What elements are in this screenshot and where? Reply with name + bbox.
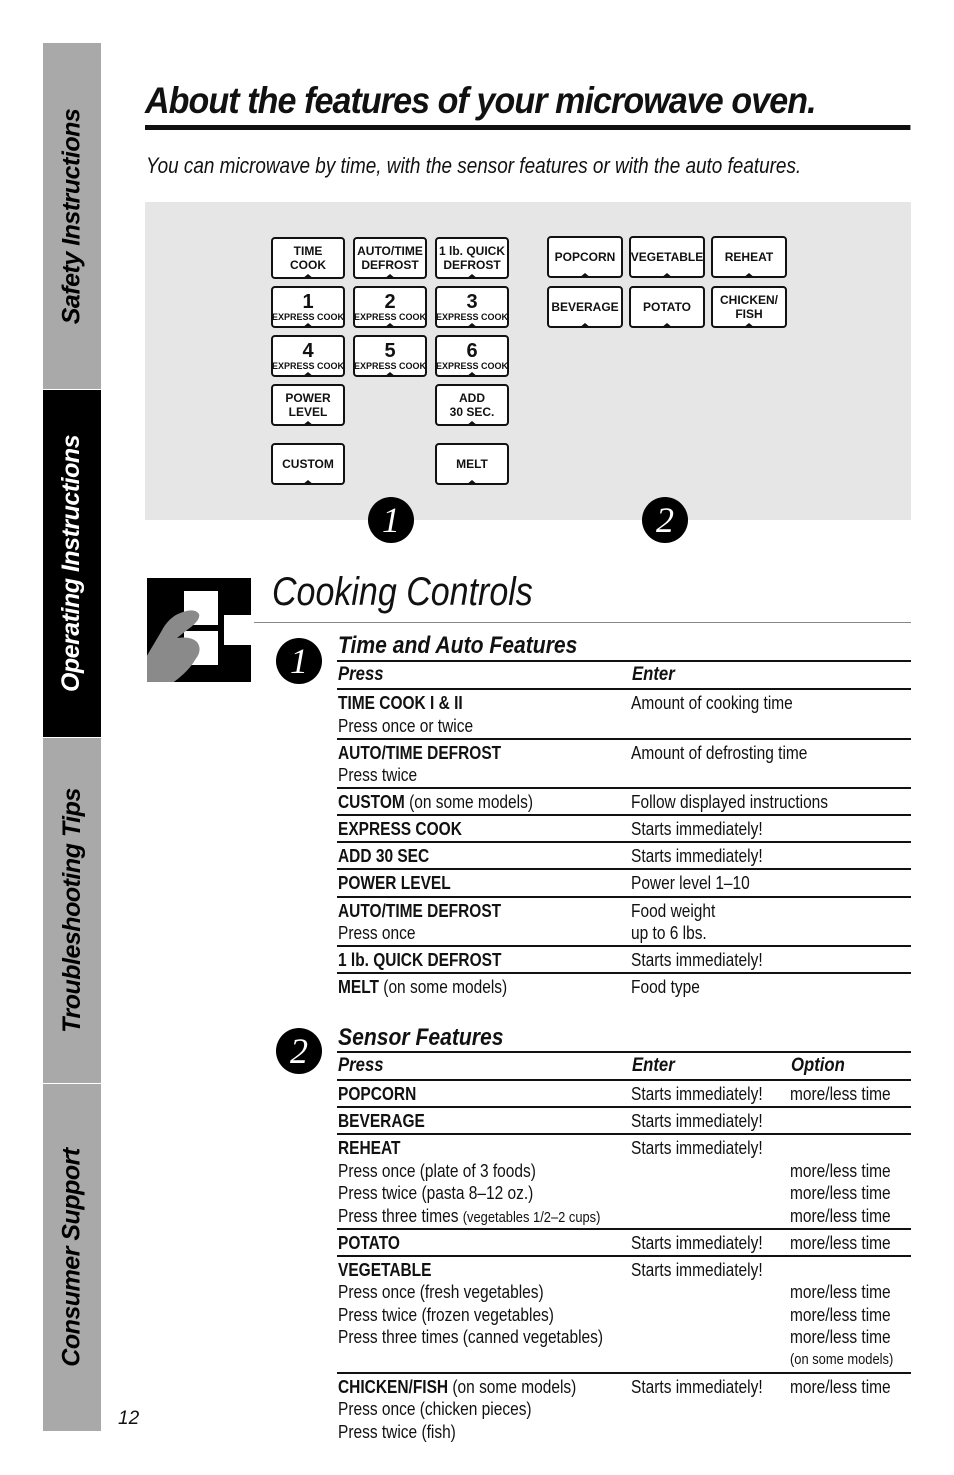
header-press: Press <box>338 664 384 685</box>
press-line <box>338 1083 416 1106</box>
press-line <box>338 1259 603 1282</box>
keypad-panel <box>145 202 911 540</box>
enter-line: Follow displayed instructions <box>631 792 829 813</box>
press-subline <box>338 1160 600 1183</box>
table-body <box>337 690 911 1001</box>
key-line: COOK <box>290 258 326 272</box>
press-line <box>338 1137 600 1160</box>
enter-cell: Starts immediately! <box>631 1376 763 1397</box>
page-subtitle: You can microwave by time, with the sensor features or with the auto features. <box>146 153 802 178</box>
enter-cell: Starts immediately! <box>631 1084 763 1104</box>
enter-line: Amount of cooking time <box>631 693 793 713</box>
press-key-name: TIME COOK I & II <box>338 693 463 713</box>
number-5-key[interactable] <box>353 335 427 377</box>
number-2-key[interactable] <box>353 286 427 328</box>
number-1-key[interactable] <box>271 286 345 328</box>
enter-line: Food type <box>631 977 700 998</box>
time-auto-title: Time and Auto Features <box>338 632 578 659</box>
page-title: About the features of your microwave oven. <box>145 80 910 130</box>
key-sublabel: EXPRESS COOK <box>435 312 509 322</box>
press-subtext-small: (vegetables 1/2–2 cups) <box>462 1208 601 1226</box>
press-subtext: Press once (chicken pieces) <box>338 1399 532 1420</box>
side-tabs <box>43 43 101 1431</box>
press-subline <box>338 1281 603 1304</box>
key-line: TIME <box>293 244 323 258</box>
key-line: CUSTOM <box>282 457 334 471</box>
press-cell <box>338 1083 416 1106</box>
press-key-name: REHEAT <box>338 1138 401 1159</box>
press-subtext: Press twice (frozen vegetables) <box>338 1304 554 1325</box>
press-subline: Press twice <box>338 765 418 786</box>
press-key-name: AUTO/TIME DEFROST <box>338 742 502 763</box>
key-number: 6 <box>466 340 478 362</box>
add-30-sec-key[interactable] <box>435 384 509 426</box>
option-line: more/less time <box>790 1327 891 1348</box>
header-enter: Enter <box>632 664 675 685</box>
quick-defrost-key[interactable] <box>435 237 509 279</box>
key-line: DEFROST <box>361 258 419 272</box>
press-key-name: 1 lb. QUICK DEFROST <box>338 950 502 971</box>
vegetable-key[interactable] <box>629 236 705 278</box>
press-cell <box>338 1259 603 1349</box>
press-line <box>338 1110 425 1133</box>
option-line: more/less time <box>790 1183 891 1204</box>
enter-line: Amount of defrosting time <box>631 742 808 763</box>
enter-cell <box>631 976 700 999</box>
table-row <box>337 870 911 897</box>
press-cell <box>338 791 533 814</box>
potato-key[interactable] <box>629 286 705 328</box>
press-subline <box>338 1304 603 1327</box>
press-key-name: POTATO <box>338 1232 400 1253</box>
header-press: Press <box>338 1055 384 1076</box>
press-subtext: Press once (fresh vegetables) <box>338 1282 544 1303</box>
option-line: (on some models) <box>790 1350 894 1368</box>
press-subline: Press once or twice <box>338 715 474 736</box>
tab-troubleshooting-tips[interactable] <box>43 738 101 1083</box>
press-cell <box>338 900 501 945</box>
table-row <box>337 1374 911 1446</box>
option-line <box>790 1137 891 1160</box>
press-subline <box>338 1421 576 1444</box>
press-subtext: Press twice (fish) <box>338 1421 456 1442</box>
press-key-name: ADD 30 SEC <box>338 846 430 867</box>
press-subline <box>338 1182 600 1205</box>
table-row <box>337 690 911 740</box>
header-option: Option <box>791 1055 845 1076</box>
sensor-title: Sensor Features <box>338 1024 504 1051</box>
press-cell <box>338 1376 576 1444</box>
enter-cell <box>631 791 828 814</box>
enter-line: Starts immediately! <box>631 819 763 840</box>
press-line <box>338 1232 400 1255</box>
cooking-controls-title: Cooking Controls <box>272 570 533 614</box>
press-key-name: CUSTOM <box>338 792 405 813</box>
page-number: 12 <box>118 1408 140 1429</box>
press-key-name: CHICKEN/FISH <box>338 1376 449 1397</box>
key-line: CHICKEN/ <box>719 293 778 307</box>
popcorn-key[interactable] <box>547 236 623 278</box>
press-subline <box>338 1326 603 1349</box>
number-4-key[interactable] <box>271 335 345 377</box>
table-row <box>337 789 911 816</box>
press-subline: Press once <box>338 923 416 944</box>
enter-cell: Starts immediately! <box>631 1259 763 1280</box>
key-line: DEFROST <box>443 258 501 272</box>
time-auto-table <box>337 660 911 1001</box>
enter-cell <box>631 692 793 715</box>
enter-cell <box>631 845 763 868</box>
press-note: (on some models) <box>448 1376 577 1397</box>
table-row <box>337 1081 911 1108</box>
tab-label: Safety Instructions <box>57 108 86 324</box>
number-6-key[interactable] <box>435 335 509 377</box>
option-cell <box>790 1137 891 1227</box>
press-subline <box>338 1205 600 1230</box>
beverage-key[interactable] <box>547 286 623 328</box>
tab-safety-instructions[interactable] <box>43 43 101 389</box>
table-row <box>337 947 911 974</box>
key-line: POWER <box>285 391 331 405</box>
press-cell <box>338 692 473 737</box>
press-line <box>338 900 501 923</box>
table-header <box>337 660 911 690</box>
tab-label: Troubleshooting Tips <box>57 788 86 1033</box>
press-subtext: Press once (plate of 3 foods) <box>338 1160 536 1181</box>
option-line: more/less time <box>790 1232 891 1253</box>
key-line: MELT <box>456 457 488 471</box>
option-line: more/less time <box>790 1160 891 1181</box>
press-key-name: POWER LEVEL <box>338 873 451 894</box>
enter-line: Starts immediately! <box>631 846 763 867</box>
press-cell <box>338 742 501 787</box>
time-cook-key[interactable] <box>271 237 345 279</box>
key-line: POTATO <box>643 300 691 314</box>
chicken-fish-key[interactable] <box>711 286 787 328</box>
press-subtext: Press three times <box>338 1205 463 1226</box>
key-number: 3 <box>466 291 478 313</box>
tab-label: Operating Instructions <box>57 434 86 693</box>
press-subline <box>338 1398 576 1421</box>
enter-line: Food weight <box>631 900 716 921</box>
press-key-name: EXPRESS COOK <box>338 819 462 840</box>
option-cell <box>790 1376 891 1399</box>
key-line: AUTO/TIME <box>357 244 423 258</box>
key-line: FISH <box>735 307 763 321</box>
press-cell <box>338 1110 425 1133</box>
press-cell <box>338 1232 400 1255</box>
sensor-table <box>337 1051 911 1446</box>
tab-label: Consumer Support <box>57 1148 86 1367</box>
enter-cell: Starts immediately! <box>631 1111 763 1132</box>
key-sublabel: EXPRESS COOK <box>271 312 345 322</box>
press-line <box>338 845 429 868</box>
enter-cell <box>631 742 807 765</box>
option-cell <box>790 1259 893 1372</box>
key-line: 1 lb. QUICK <box>438 244 505 258</box>
press-key-name: POPCORN <box>338 1084 417 1104</box>
key-sublabel: EXPRESS COOK <box>353 361 427 371</box>
option-line: more/less time <box>790 1376 891 1397</box>
enter-cell <box>631 900 715 945</box>
table-row <box>337 816 911 843</box>
table-body <box>337 1081 911 1446</box>
tab-operating-instructions[interactable] <box>43 390 101 737</box>
option-line: more/less time <box>790 1282 891 1303</box>
enter-cell <box>631 949 763 972</box>
melt-key[interactable] <box>435 443 509 485</box>
auto-time-defrost-key[interactable] <box>353 237 427 279</box>
option-line: more/less time <box>790 1205 891 1226</box>
press-note: (on some models) <box>404 792 533 813</box>
key-line: ADD <box>459 391 485 405</box>
table-row <box>337 1108 911 1135</box>
enter-line: Starts immediately! <box>631 950 763 971</box>
table-row <box>337 898 911 948</box>
key-line: VEGETABLE <box>630 250 704 264</box>
press-line <box>338 742 501 765</box>
press-note: (on some models) <box>378 977 508 998</box>
enter-cell <box>631 818 763 841</box>
press-cell <box>338 949 501 972</box>
press-line <box>338 949 501 972</box>
enter-cell: Starts immediately! <box>631 1232 763 1253</box>
enter-cell: Starts immediately! <box>631 1138 763 1159</box>
press-cell <box>338 976 507 999</box>
press-line <box>338 976 507 999</box>
press-key-name: AUTO/TIME DEFROST <box>338 900 502 921</box>
press-key-name: MELT <box>338 977 379 998</box>
key-number: 2 <box>384 291 396 313</box>
table-header <box>337 1051 911 1081</box>
table-row <box>337 974 911 1001</box>
table-row <box>337 843 911 870</box>
press-line <box>338 818 462 841</box>
option-line: more/less time <box>790 1084 891 1104</box>
marker-2: 2 <box>642 497 688 543</box>
key-number: 5 <box>384 340 396 362</box>
key-sublabel: EXPRESS COOK <box>435 361 509 371</box>
reheat-key[interactable] <box>711 236 787 278</box>
press-key-name: BEVERAGE <box>338 1111 425 1132</box>
option-cell <box>790 1232 891 1255</box>
divider <box>254 622 911 623</box>
key-sublabel: EXPRESS COOK <box>353 312 427 322</box>
table-row <box>337 1257 911 1374</box>
enter-line: up to 6 lbs. <box>631 923 707 944</box>
table-row <box>337 1135 911 1230</box>
table-row <box>337 1230 911 1257</box>
number-3-key[interactable] <box>435 286 509 328</box>
press-line <box>338 872 451 895</box>
enter-line: Power level 1–10 <box>631 873 750 894</box>
press-line <box>338 692 473 715</box>
keypad-hand-icon <box>147 578 251 682</box>
option-line: more/less time <box>790 1304 891 1325</box>
option-cell <box>790 1083 891 1106</box>
enter-cell <box>631 872 750 895</box>
key-sublabel: EXPRESS COOK <box>271 361 345 371</box>
press-line <box>338 791 533 814</box>
press-cell <box>338 818 462 841</box>
press-cell <box>338 872 451 895</box>
section-2-marker: 2 <box>276 1028 322 1074</box>
press-key-name: VEGETABLE <box>338 1259 432 1280</box>
key-line: LEVEL <box>288 405 328 419</box>
key-line: 30 SEC. <box>449 405 495 419</box>
key-line: POPCORN <box>554 250 616 264</box>
header-enter: Enter <box>632 1055 675 1076</box>
marker-1: 1 <box>368 497 414 543</box>
option-line <box>790 1259 893 1282</box>
press-cell <box>338 845 429 868</box>
press-subtext: Press twice (pasta 8–12 oz.) <box>338 1183 534 1204</box>
key-number: 4 <box>302 340 314 362</box>
section-1-marker: 1 <box>276 638 322 684</box>
press-line <box>338 1376 576 1399</box>
power-level-key[interactable] <box>271 384 345 426</box>
press-subtext: Press three times (canned vegetables) <box>338 1327 604 1348</box>
table-row <box>337 740 911 790</box>
tab-consumer-support[interactable] <box>43 1084 101 1431</box>
key-number: 1 <box>302 291 314 313</box>
key-line: BEVERAGE <box>551 300 619 314</box>
custom-key[interactable] <box>271 443 345 485</box>
press-cell <box>338 1137 600 1229</box>
key-line: REHEAT <box>724 250 774 264</box>
